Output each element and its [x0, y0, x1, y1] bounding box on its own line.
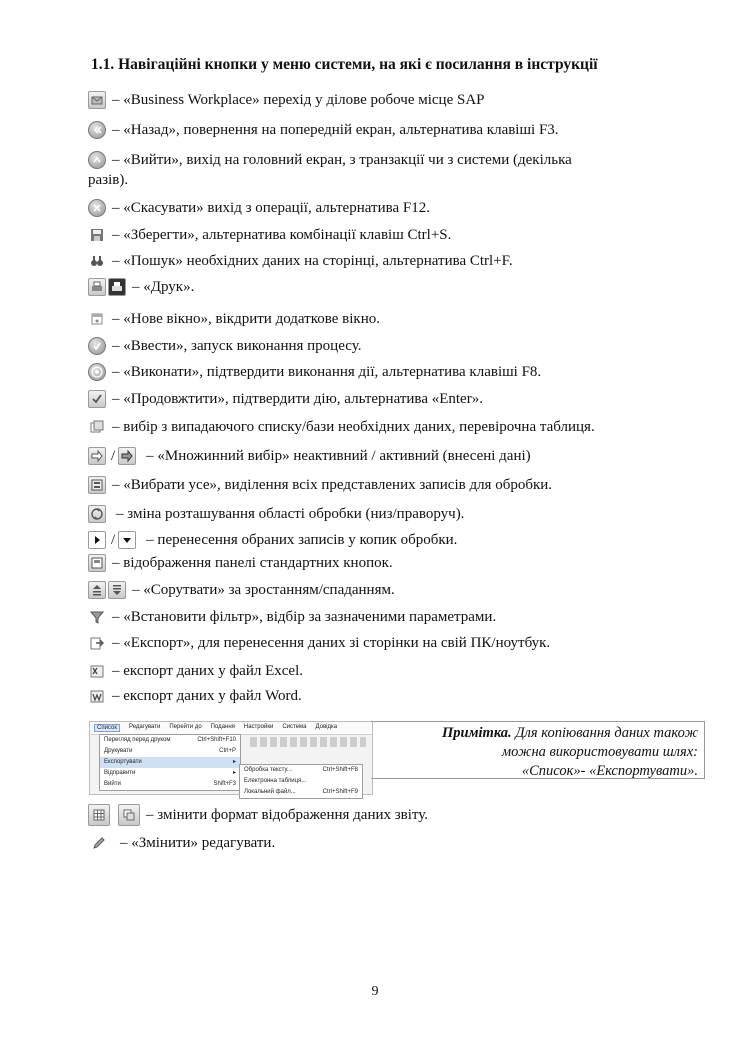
- word-icon: [88, 687, 106, 705]
- list-item: – «Назад», повернення на попередній екран, альтернатива клавіші F3.: [88, 120, 559, 140]
- exit-icon: [88, 151, 106, 169]
- note-box: Примітка. Для копіювання даних також можна використовувати шлях: «Список»- «Експортувати».: [371, 721, 705, 779]
- list-item: – «Business Workplace» перехід у ділове робоче місце SAP: [88, 90, 485, 110]
- list-item: – «Зберегти», альтернатива комбінації клавіш Ctrl+S.: [88, 225, 451, 245]
- list-item: – «Вийти», вихід на головний екран, з транзакції чи з системи (декілька: [88, 150, 572, 170]
- menu-goto[interactable]: Перейти до: [169, 724, 202, 730]
- list-item: – експорт даних у файл Word.: [88, 686, 302, 706]
- list-item: – «Продовжтити», підтвердити дію, альтернатива «Enter».: [88, 389, 483, 409]
- excel-icon: [88, 662, 106, 680]
- execute-icon: [88, 363, 106, 381]
- value-help-icon: [88, 418, 106, 436]
- page-number: 9: [371, 984, 379, 999]
- multiple-selection-icon: [88, 447, 106, 465]
- save-icon: [88, 226, 106, 244]
- menu-list[interactable]: Список: [94, 724, 120, 732]
- list-item: – «Скасувати» вихід з операції, альтернатива F12.: [88, 198, 430, 218]
- toolbar-icon: [88, 554, 106, 572]
- menu-item-export[interactable]: Експортувати ▸: [100, 757, 240, 768]
- export-icon: [88, 634, 106, 652]
- pencil-icon: [88, 834, 110, 852]
- switch-layout-icon: [88, 505, 106, 523]
- filter-icon: [88, 608, 106, 626]
- list-dropdown: [99, 734, 241, 791]
- print-icon: [108, 278, 126, 296]
- export-submenu: [239, 764, 363, 799]
- list-item: – «Вибрати усе», виділення всіх представлених записів для обробки.: [88, 475, 552, 495]
- menu-item-print-preview[interactable]: Перегляд перед друком Ctrl+Shift+F10: [104, 737, 236, 743]
- list-item: – «Ввести», запуск виконання процесу.: [88, 336, 361, 356]
- menu-item-send[interactable]: Відправити ▸: [104, 770, 236, 776]
- back-icon: [88, 121, 106, 139]
- list-item: – «Пошук» необхідних даних на сторінці, альтернатива Ctrl+F.: [88, 251, 513, 271]
- print-icon: [88, 278, 106, 296]
- new-window-icon: [88, 310, 106, 328]
- list-item: – «Виконати», підтвердити виконання дії, альтернатива клавіші F8.: [88, 362, 541, 382]
- menu-system[interactable]: Система: [282, 724, 307, 730]
- menu-screenshot: [89, 721, 373, 795]
- binoculars-icon: [88, 252, 106, 270]
- enter-icon: [88, 337, 106, 355]
- menu-item-exit[interactable]: Вийти Shift+F3: [104, 781, 236, 787]
- grid-format-icon: [88, 804, 110, 826]
- business-workplace-icon: [88, 91, 106, 109]
- list-item: / – «Множинний вибір» неактивний / активний (внесені дані): [88, 446, 531, 466]
- submenu-item-spreadsheet[interactable]: Електронна таблиця...: [244, 778, 307, 784]
- toolbar-strip: [250, 737, 366, 747]
- list-item-continuation: разів).: [88, 172, 129, 188]
- list-item: – відображення панелі стандартних кнопок.: [88, 553, 393, 573]
- sort-ascending-icon: [88, 581, 106, 599]
- list-item: – «Змінити» редагувати.: [88, 833, 275, 853]
- menu-item-print[interactable]: Друкувати Ctrl+P: [104, 748, 236, 754]
- continue-icon: [88, 390, 106, 408]
- section-heading: 1.1. Навігаційні кнопки у меню системи, на які є посилання в інструкції: [91, 56, 598, 73]
- note-label: Примітка.: [441, 725, 512, 741]
- submenu-item-text[interactable]: Обробка тексту... Ctrl+Shift+F8: [244, 767, 358, 773]
- list-item: – «Друк».: [88, 277, 194, 297]
- list-item: – «Нове вікно», вікдрити додаткове вікно.: [88, 309, 380, 329]
- menu-settings[interactable]: Настройки: [243, 724, 274, 730]
- list-item: – змінити формат відображення даних звіту.: [88, 804, 428, 826]
- list-item: – експорт даних у файл Excel.: [88, 661, 303, 681]
- triangle-right-icon: [88, 531, 106, 549]
- triangle-down-icon: [118, 531, 136, 549]
- layout-format-icon: [118, 804, 140, 826]
- list-item: – «Встановити фільтр», відбір за зазначеними параметрами.: [88, 607, 496, 627]
- list-item: / – перенесення обраних записів у копик обробки.: [88, 530, 457, 550]
- list-item: – «Експорт», для перенесення даних зі сторінки на свій ПК/ноутбук.: [88, 633, 550, 653]
- list-item: – «Сорутвати» за зростанням/спаданням.: [88, 580, 395, 600]
- menu-edit[interactable]: Редагувати: [128, 724, 161, 730]
- submenu-item-local-file[interactable]: Локальний файл... Ctrl+Shift+F9: [244, 789, 358, 795]
- list-item: – вибір з випадаючого списку/бази необхідних даних, перевірочна таблиця.: [88, 417, 595, 437]
- select-all-icon: [88, 476, 106, 494]
- menu-view[interactable]: Подання: [210, 724, 235, 730]
- cancel-icon: [88, 199, 106, 217]
- sort-descending-icon: [108, 581, 126, 599]
- menu-help[interactable]: Довідка: [315, 724, 338, 730]
- list-item: – зміна розташування області обробки (низ/праворуч).: [88, 504, 464, 524]
- multiple-selection-active-icon: [118, 447, 136, 465]
